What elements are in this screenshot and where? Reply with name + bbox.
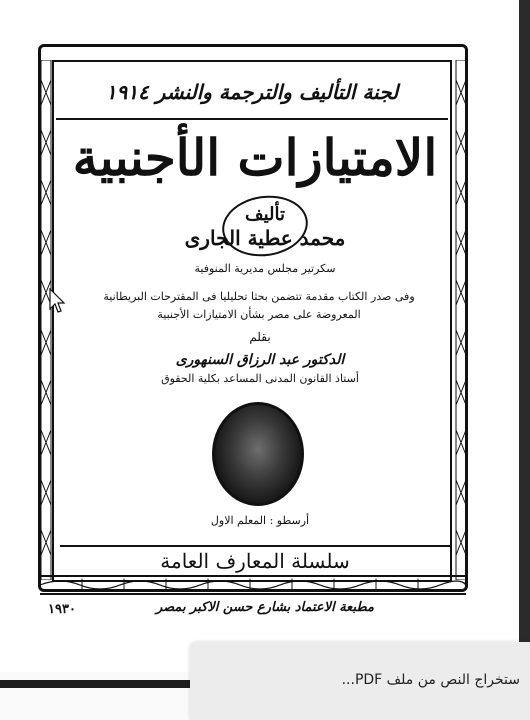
author-name: محمد عطية الجارى	[184, 226, 346, 250]
introducer-name: الدكتور عبد الرزاق السنهورى	[175, 352, 345, 368]
book-title: الامتيازات الأجنبية	[72, 128, 438, 187]
by-pen-label: بقلم	[249, 330, 271, 344]
description-line-1: وفى صدر الكتاب مقدمة تتضمن بحثا تحليليا فى المقترحات البريطانية	[103, 290, 415, 303]
publication-year: ١٩٣٠	[48, 602, 76, 617]
aristotle-portrait	[212, 402, 304, 506]
description-line-2: المعروضة على مصر بشأن الامتيازات الأجنبية	[157, 308, 361, 321]
portrait-caption: أرسطو : المعلم الاول	[210, 514, 310, 527]
publisher-header: لجنة التأليف والترجمة والنشر ١٩١٤	[105, 80, 399, 104]
progress-bar	[0, 680, 200, 688]
press-imprint: مطبعة الاعتماد بشارع حسن الاكبر بمصر	[155, 600, 375, 615]
author-role: سكرتير مجلس مديرية المنوفية	[194, 262, 336, 275]
left-ornament	[40, 60, 52, 580]
status-text: ستخراج النص من ملف PDF...	[341, 672, 520, 688]
right-ornament	[455, 60, 467, 580]
viewer-scrollbar[interactable]	[519, 0, 530, 672]
mouse-cursor-icon	[48, 288, 66, 314]
series-title: سلسلة المعارف العامة	[60, 545, 450, 573]
bottom-ornament	[40, 575, 466, 595]
introducer-role: أستاذ القانون المدنى المساعد بكلية الحقوق	[161, 372, 359, 385]
authored-by-label: تأليف	[244, 204, 286, 225]
status-toast	[190, 642, 530, 720]
